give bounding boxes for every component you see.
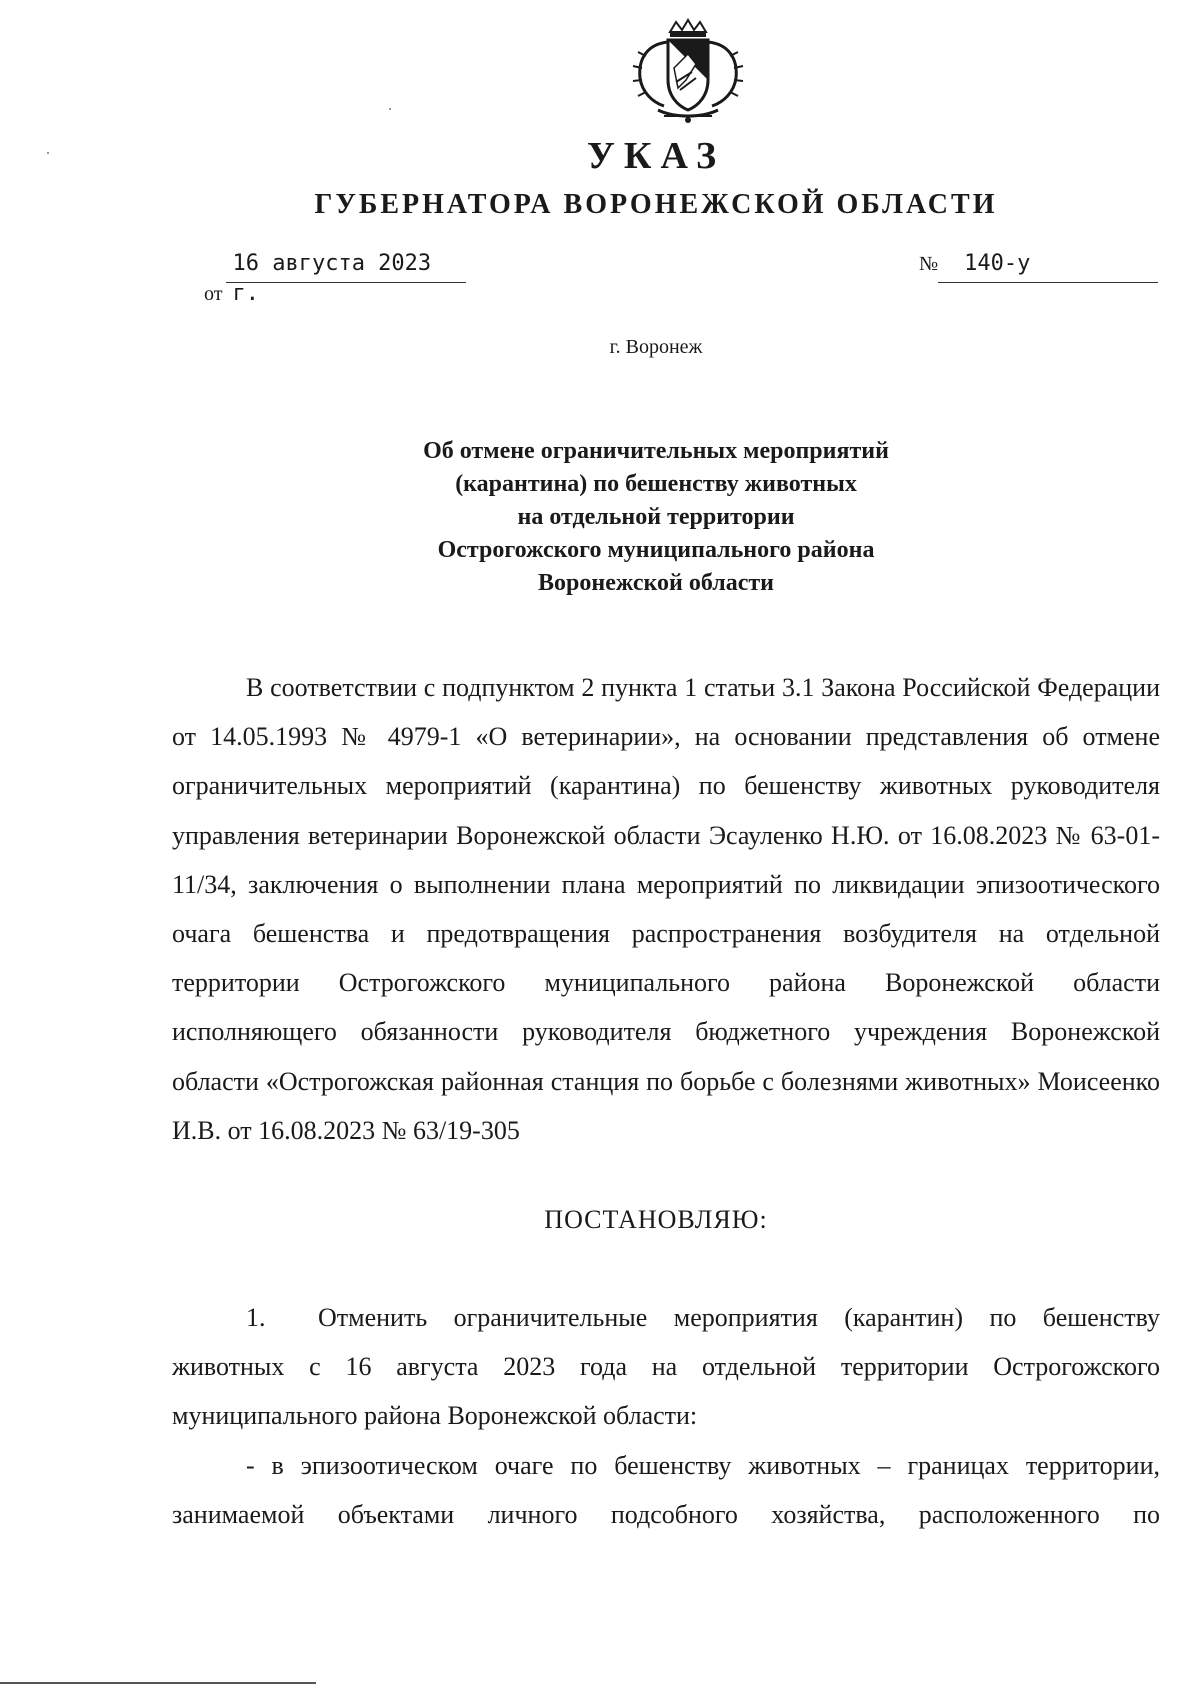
city-label: г. Воронеж	[609, 336, 703, 358]
document-title-line: (карантина) по бешенству животных	[455, 471, 857, 497]
date-value: 16 августа 2023 г.	[226, 249, 466, 283]
issuer-heading: ГУБЕРНАТОРА ВОРОНЕЖСКОЙ ОБЛАСТИ	[314, 189, 998, 220]
item-1-paragraph	[172, 1293, 1160, 1441]
document-title-line: Острогожского муниципального района	[437, 537, 875, 563]
item-1-text: Отменить ограничительные мероприятия (карантин) по бешенству животных с 16 августа 2023 года на отдельной территории Острогожского муниципального района Воронежской области:	[172, 1303, 1160, 1431]
date-prefix: от	[204, 283, 223, 305]
document-title-line: на отдельной территории	[517, 504, 795, 530]
item-1-subitem: - в эпизоотическом очаге по бешенству животных – границах территории, занимаемой объектами личного подсобного хозяйства, расположенного по	[172, 1451, 1160, 1530]
document-title-line: Об отмене ограничительных мероприятий	[423, 438, 889, 464]
footer-rule	[0, 1682, 316, 1684]
date-block	[204, 249, 466, 306]
coat-of-arms-emblem	[624, 18, 752, 126]
number-prefix: №	[919, 253, 939, 275]
number-block	[919, 249, 1158, 283]
item-1-number: 1.	[246, 1303, 266, 1332]
preamble-paragraph: В соответствии с подпунктом 2 пункта 1 статьи 3.1 Закона Российской Федерации от 14.05.1993 № 4979-1 «О ветеринарии», на основании представления об отмене ограничительных мероприятий (карантина) по бешенству животных руководителя управления ветеринарии Воронежской области Эсауленко Н.Ю. от 16.08.2023 № 63-01-11/34, заключения о выполнении плана мероприятий по ликвидации эпизоотического очага бешенства и предотвращения распространения возбудителя на отдельной территории Острогожского муниципального района Воронежской области исполняющего обязанности руководителя бюджетного учреждения Воронежской области «Острогожская районная станция по борьбе с болезнями животных» Моисеенко И.В. от 16.08.2023 № 63/19-305	[172, 673, 1160, 1145]
scan-mark	[389, 108, 391, 110]
document-title-line: Воронежской области	[538, 570, 774, 596]
resolution-heading: ПОСТАНОВЛЯЮ:	[544, 1205, 768, 1234]
document-title	[0, 435, 1200, 600]
number-value: 140-у	[938, 249, 1158, 283]
document-type-heading: УКАЗ	[587, 135, 725, 177]
